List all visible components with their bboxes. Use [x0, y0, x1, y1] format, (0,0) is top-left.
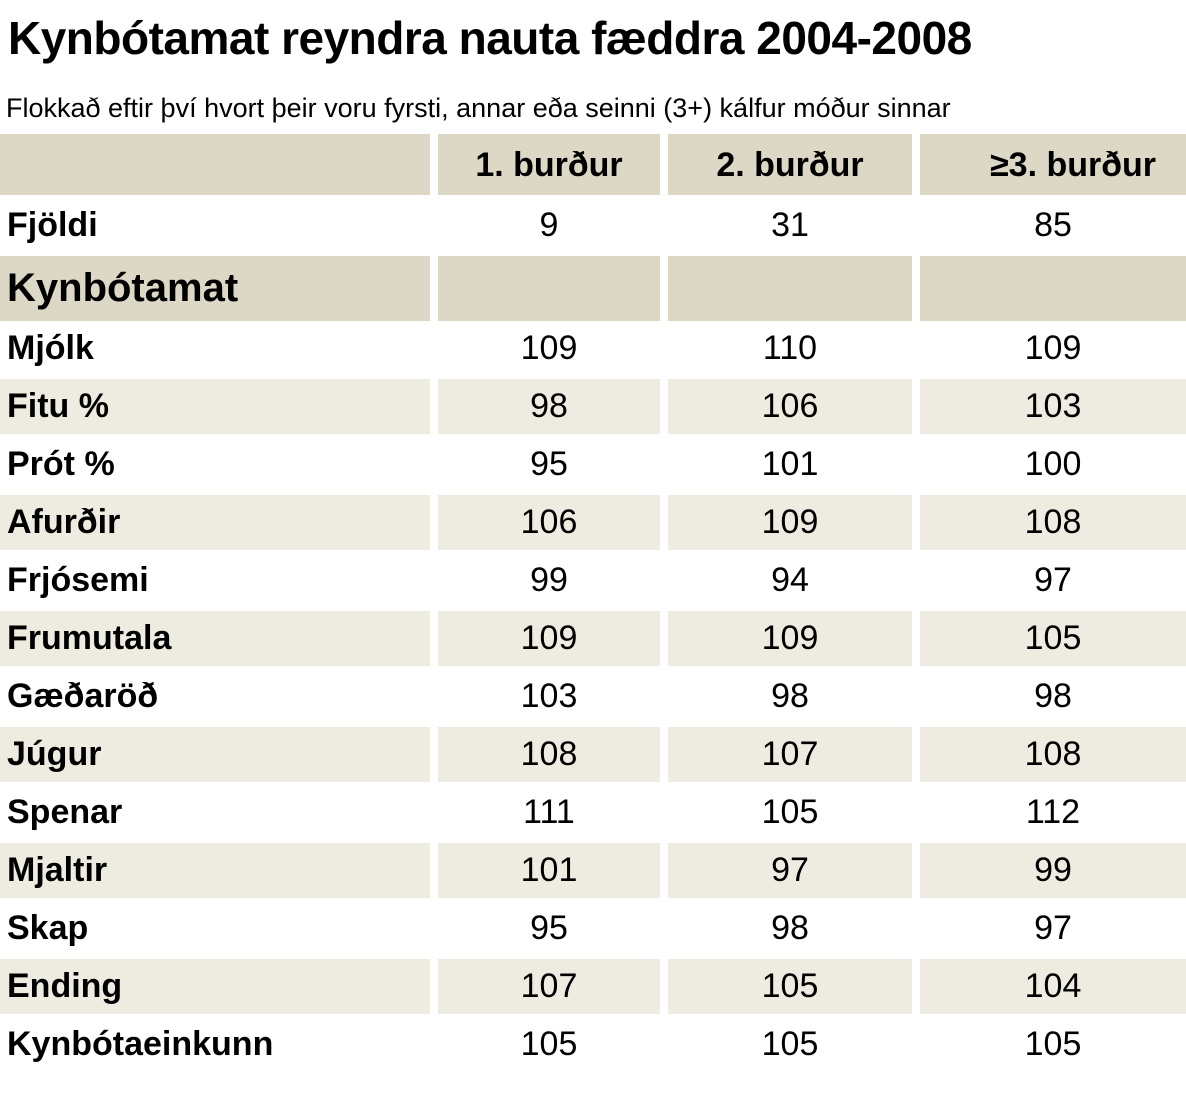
header-corner-cell: [0, 134, 430, 195]
cell-value: 105: [1024, 619, 1082, 657]
cell-value: 105: [761, 793, 819, 831]
cell-value: 98: [1034, 677, 1072, 715]
row-label: Kynbótaeinkunn: [7, 1025, 274, 1063]
table-row: [0, 495, 1186, 550]
row-label: Frumutala: [7, 619, 172, 657]
row-label: Frjósemi: [7, 561, 149, 599]
cell-value: 103: [1024, 387, 1082, 425]
cell-value: 112: [1025, 793, 1081, 831]
table-body: [0, 321, 1186, 1072]
column-header-label: ≥3. burður: [990, 145, 1156, 184]
section-header-row: [0, 256, 1186, 321]
row-label: Mjólk: [7, 329, 94, 367]
table-row: [0, 379, 1186, 434]
row-label: Gæðaröð: [7, 677, 159, 715]
row-label: Fitu %: [7, 387, 109, 425]
table-row: [0, 959, 1186, 1014]
cell-value: 31: [771, 206, 809, 245]
column-header-label: 1. burður: [475, 145, 623, 184]
section-empty-cell: [438, 256, 660, 321]
cell-value: 101: [761, 445, 819, 483]
cell-value: 110: [762, 329, 818, 367]
row-label: Mjaltir: [7, 851, 108, 889]
cell-value: 108: [1024, 503, 1082, 541]
column-header: [668, 134, 912, 195]
cell-value: 107: [761, 735, 819, 773]
row-label: Skap: [7, 909, 89, 947]
cell-value: 105: [761, 967, 819, 1005]
cell-value: 98: [771, 909, 809, 947]
table-row: [0, 1017, 1186, 1072]
cell-value: 99: [1034, 851, 1072, 889]
count-row: [0, 195, 1186, 256]
row-label: Spenar: [7, 793, 123, 831]
row-label: Ending: [7, 967, 123, 1005]
column-header: [438, 134, 660, 195]
table-header-row: [0, 134, 1186, 195]
cell-value: 109: [520, 329, 578, 367]
row-label: Afurðir: [7, 503, 121, 541]
table-row: [0, 669, 1186, 724]
table-row: [0, 785, 1186, 840]
page-subtitle: Flokkað eftir því hvort þeir voru fyrsti, annar eða seinni (3+) kálfur móður sinnar: [6, 93, 951, 123]
cell-value: 98: [771, 677, 809, 715]
table-row: [0, 611, 1186, 666]
cell-value: 99: [530, 561, 568, 599]
cell-value: 109: [761, 503, 819, 541]
cell-value: 95: [530, 445, 568, 483]
cell-value: 101: [520, 851, 578, 889]
cell-value: 94: [771, 561, 809, 599]
cell-value: 97: [1034, 561, 1072, 599]
table-row: [0, 437, 1186, 492]
cell-value: 104: [1024, 967, 1082, 1005]
cell-value: 109: [1024, 329, 1082, 367]
cell-value: 111: [523, 793, 575, 831]
page-title: Kynbótamat reyndra nauta fæddra 2004-2008: [8, 12, 972, 64]
cell-value: 97: [1034, 909, 1072, 947]
row-label: Fjöldi: [7, 206, 98, 245]
cell-value: 105: [761, 1025, 819, 1063]
cell-value: 107: [520, 967, 578, 1005]
cell-value: 106: [520, 503, 578, 541]
cell-value: 105: [520, 1025, 578, 1063]
cell-value: 108: [1024, 735, 1082, 773]
table-row: [0, 901, 1186, 956]
cell-value: 108: [520, 735, 578, 773]
table-row: [0, 553, 1186, 608]
cell-value: 109: [520, 619, 578, 657]
cell-value: 98: [530, 387, 568, 425]
cell-value: 100: [1024, 445, 1082, 483]
table-row: [0, 843, 1186, 898]
section-empty-cell: [920, 256, 1186, 321]
cell-value: 106: [761, 387, 819, 425]
cell-value: 109: [761, 619, 819, 657]
column-header: [920, 134, 1186, 195]
section-label: Kynbótamat: [7, 266, 239, 310]
cell-value: 105: [1024, 1025, 1082, 1063]
table-row: [0, 321, 1186, 376]
cell-value: 95: [530, 909, 568, 947]
column-header-label: 2. burður: [716, 145, 864, 184]
data-table: [0, 134, 1186, 1072]
row-label: Júgur: [7, 735, 102, 773]
cell-value: 97: [771, 851, 809, 889]
cell-value: 9: [539, 206, 559, 245]
table-row: [0, 727, 1186, 782]
section-empty-cell: [668, 256, 912, 321]
cell-value: 85: [1034, 206, 1072, 245]
cell-value: 103: [520, 677, 578, 715]
row-label: Prót %: [7, 445, 115, 483]
